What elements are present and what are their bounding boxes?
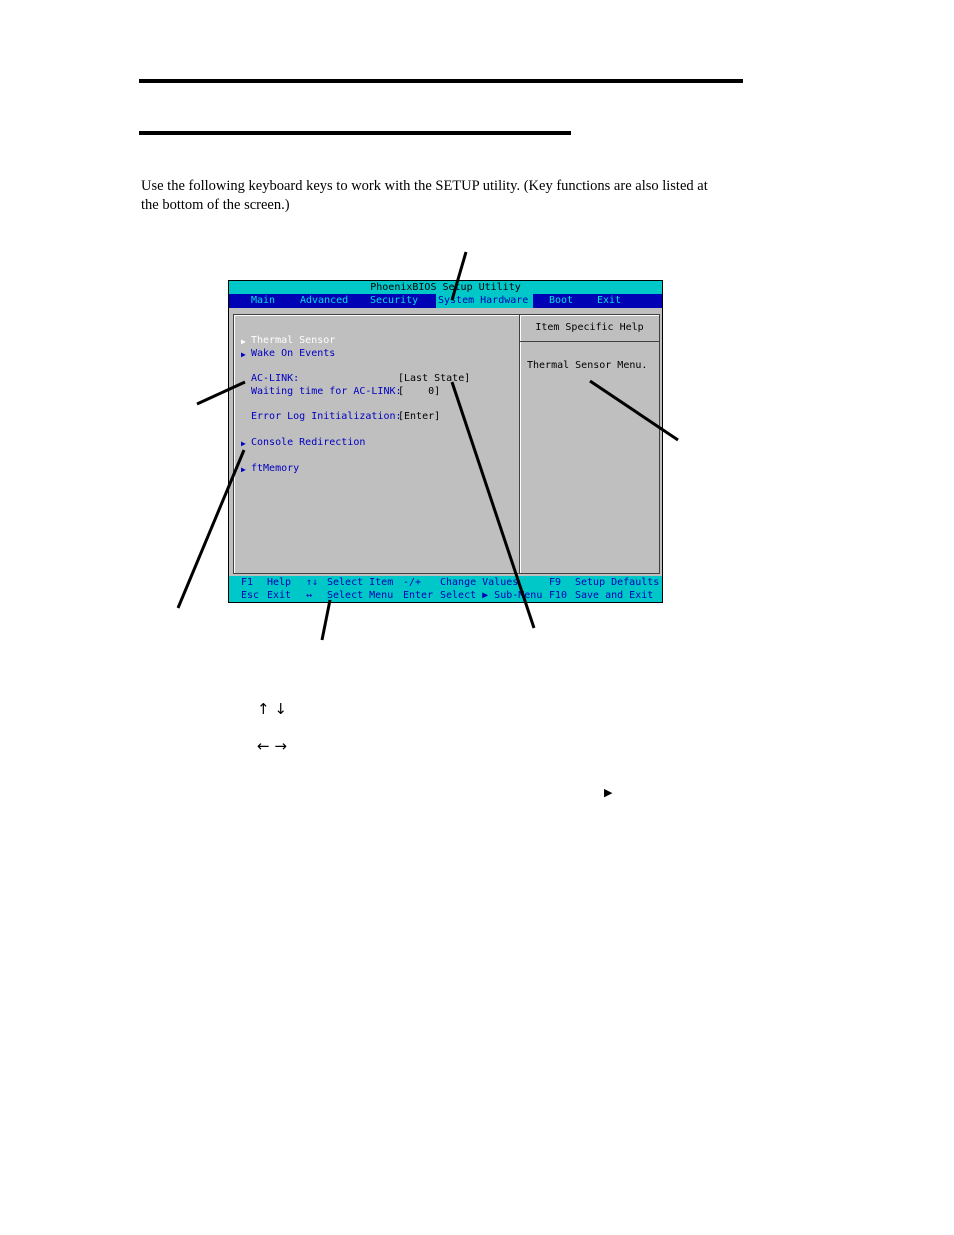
menu-boot[interactable]: Boot <box>549 295 574 306</box>
item-ftmemory[interactable]: ftMemory <box>251 463 300 474</box>
callout-value-line <box>452 382 534 628</box>
menu-main[interactable]: Main <box>251 295 276 306</box>
menu-security[interactable]: Security <box>370 295 419 306</box>
key-esc: Esc <box>241 590 260 601</box>
submenu-marker-icon: ▶ <box>604 786 613 799</box>
key-enter-label: Select ▶ Sub-Menu <box>440 590 543 601</box>
callout-setting-line <box>197 382 245 404</box>
item-thermal-sensor[interactable]: Thermal Sensor <box>251 335 336 346</box>
key-f1: F1 <box>241 577 254 588</box>
callout-menu-line <box>452 252 466 300</box>
item-error-log-label: Error Log Initialization: <box>251 411 402 422</box>
item-ac-link-label: AC-LINK: <box>251 373 300 384</box>
key-leftright-label: Select Menu <box>327 590 394 601</box>
key-f9: F9 <box>549 577 562 588</box>
callout-legend-line <box>322 600 330 640</box>
submenu-arrow-icon: ▶ <box>241 350 246 359</box>
key-leftright: ↔ <box>306 590 313 601</box>
item-wake-on-events[interactable]: Wake On Events <box>251 348 336 359</box>
key-f10-label: Save and Exit <box>575 590 654 601</box>
help-text: Thermal Sensor Menu. <box>527 360 648 371</box>
key-enter: Enter <box>403 590 434 601</box>
menu-advanced[interactable]: Advanced <box>300 295 349 306</box>
item-waiting-time-value[interactable]: [ 0] <box>398 386 441 397</box>
callout-submenu-line <box>178 450 244 608</box>
intro-line-1: Use the following keyboard keys to work with the SETUP utility. (Key functions are also listed at <box>141 178 708 194</box>
item-waiting-time-label: Waiting time for AC-LINK: <box>251 386 402 397</box>
key-plusminus: -/+ <box>403 577 422 588</box>
key-updown: ↑↓ <box>306 577 319 588</box>
item-console-redirection[interactable]: Console Redirection <box>251 437 366 448</box>
submenu-arrow-icon: ▶ <box>241 337 246 346</box>
key-f1-label: Help <box>267 577 292 588</box>
bios-title: PhoenixBIOS Setup Utility <box>229 281 662 294</box>
key-f9-label: Setup Defaults <box>575 577 660 588</box>
submenu-arrow-icon: ▶ <box>241 439 246 448</box>
key-updown-arrows: ↑ ↓ <box>257 700 287 718</box>
callout-help-line <box>590 381 678 440</box>
item-ac-link-value[interactable]: [Last State] <box>398 373 471 384</box>
help-header: Item Specific Help <box>520 315 659 342</box>
key-leftright-arrows: ← → <box>257 737 287 755</box>
menu-system-hardware[interactable]: System Hardware <box>436 294 533 308</box>
intro-line-2: the bottom of the screen.) <box>141 197 290 213</box>
item-error-log-value[interactable]: [Enter] <box>398 411 441 422</box>
submenu-arrow-icon: ▶ <box>241 465 246 474</box>
key-esc-label: Exit <box>267 590 292 601</box>
key-plusminus-label: Change Values <box>440 577 519 588</box>
key-f10: F10 <box>549 590 568 601</box>
menu-exit[interactable]: Exit <box>597 295 622 306</box>
key-updown-label: Select Item <box>327 577 394 588</box>
